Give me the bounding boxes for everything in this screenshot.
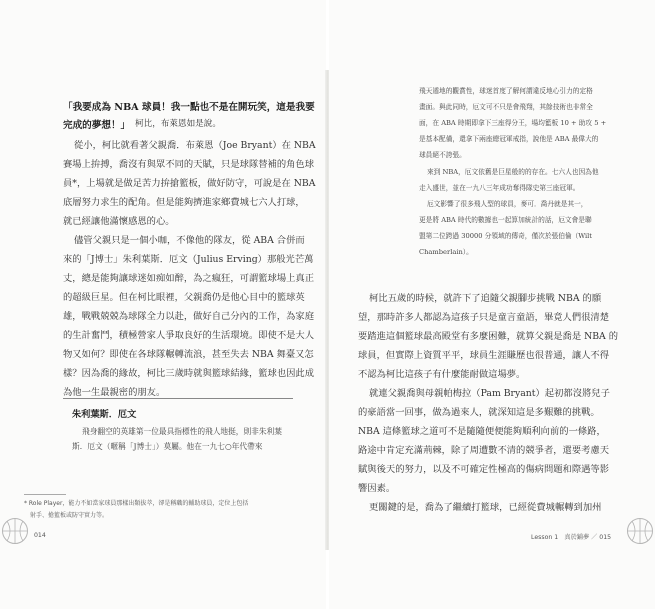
left-page [0,0,326,609]
body-line: 要踏進這個籃球最高殿堂有多麼困難，就算父親是喬是 NBA 的 [358,331,619,342]
body-line: 就連父親喬與母親帕梅拉（Pam Bryant）起初都沒將兒子 [369,388,610,399]
sidebar-continued-line: 飛天遁地的觀賞性，球迷首度了解何謂違反地心引力的定格 [419,87,593,95]
body-line: 為他一生最親密的朋友。 [63,387,166,398]
sidebar-continued-line: 盟第二位跨過 30000 分領域的傳奇，僅次於張伯倫（Wilt [419,232,592,240]
sidebar-continued-line: 畫面。與此同時，厄文可不只是會飛翔，其餘技術也非常全 [419,103,593,111]
footnote-line: * Role Player，能力不如當家球員那樣出類拔萃，卻是稱職的輔助球員，定位上包括 [24,500,249,507]
body-line: 的生計奮鬥，積極營家人爭取良好的生活環境。即使不是大人 [63,330,315,341]
body-line: 底層努力求生的配角。但是能夠擠進家鄉費城七六人打球， [63,197,305,208]
basketball-icon [626,517,654,545]
sidebar-continued-line: 厄文影響了很多飛人型的球員，麥可．喬丹就是其一， [427,200,588,208]
lead-attribution: 柯比，布萊恩如是說。 [135,119,221,129]
sidebar-title: 朱利葉斯．厄文 [72,409,137,420]
sidebar-continued-line: 來到 NBA，厄文依舊是巨星般的的存在。七六人也因為他 [427,168,599,176]
body-line: 球員，但實際上資質平平，球員生涯賺歷也很普通，讓人不得 [358,350,610,361]
body-line: 路途中肯定充滿荊棘，除了周遭數不清的競爭者，還要考慮天 [358,445,610,456]
sidebar-continued-line: 球員絕不誇張。 [419,151,466,159]
sidebar-continued-line: 面，在 ABA 時期即拿下三座得分王，場均籃板 10 + 助攻 5 + [419,119,607,127]
body-line: 雄，戰戰兢兢為球隊全力以赴，做好自己分內的工作，為家庭 [63,311,315,322]
lead-quote-line-2: 完成的夢想！」 [63,120,131,131]
body-line: 不認為柯比這孩子有什麼能耐做這場夢。 [358,369,526,380]
body-line: 響因素。 [358,483,396,494]
page-number-right: Lesson 1 真於鋪夢 ／ 015 [531,534,612,541]
page-number-left: 014 [34,532,46,539]
sidebar-continued-line: Chamberlain）。 [419,248,473,256]
lead-quote-line-1: 「我要成為 NBA 球員！我一點也不是在開玩笑，這是我要 [63,102,315,113]
body-line: 望，那時許多人都認為這孩子只是童言童語，畢竟人們很清楚 [358,312,610,323]
sidebar-continued-line: 更是將 ABA 時代的數據也一起算加統計的話，厄文會是聯 [419,216,592,224]
sidebar-line: 飛身翻空的英雄第一位最具指標性的飛人地挺，則非朱利葉 [82,427,282,436]
body-line: 柯比五歲的時候，就許下了追隨父親腳步挑戰 NBA 的願 [369,293,602,304]
body-line: 樣？因為喬的緣故，柯比三歲時就與籃球結緣，籃球也因此成 [63,368,315,379]
body-line: 員*，上場就是做足苦力拚搶籃板，做好防守，可說是在 NBA [63,178,316,189]
sidebar-continued-line: 是基本配備，還拿下兩座總冠軍戒指，說他是 ABA 最偉大的 [419,135,599,143]
sidebar-top-rule [63,398,293,399]
body-line: 賽場上拚搏，喬沒有與眾不同的天賦，只是球隊替補的角色球 [63,159,315,170]
footnote-line: 射手、搶籃板或防守實力等。 [30,512,109,519]
body-line: 更關鍵的是，喬為了繼續打籃球，已經從費城輾轉到加州 [369,502,602,513]
body-line: 的超級巨星。但在柯比眼裡，父親喬仍是他心目中的籃球英 [63,292,305,303]
body-line: 物又如何？即使在各球隊輾轉流浪，甚至失去 NBA 舞臺又怎 [63,349,314,360]
body-line: 從小，柯比就看著父親喬．布萊恩（Joe Bryant）在 NBA [74,140,316,151]
sidebar-line: 斯．厄文（暱稱「J博士」）莫屬。他在一九七○年代帶來 [72,442,263,451]
body-line: 賦與後天的努力，以及不可確定性極高的傷病問題和際遇等影 [358,464,610,475]
footnote-rule [24,494,66,495]
body-line: 丈，總是能夠讓球迷如痴如醉，為之瘋狂，可謂籃球場上真正 [63,273,315,284]
body-line: 儘管父親只是一個小咖，不像他的隊友，從 ABA 合併而 [74,235,305,246]
sidebar-continued-line: 走入盛世，並在一九八三年成功奪得隊史第三座冠軍。 [419,184,580,192]
right-page [329,0,655,609]
body-line: 來的「J博士」朱利葉斯．厄文（Julius Erving）那般光芒萬 [63,254,314,265]
body-line: 就已經讓他滿懷感恩的心。 [63,216,175,227]
body-line: 的豪語當一回事，做為過來人，就深知這是多艱難的挑戰。 [358,407,600,418]
basketball-icon [1,517,29,545]
body-line: NBA 這條籃球之道可不是隨隨便便能夠順利向前的一條路， [358,426,606,437]
